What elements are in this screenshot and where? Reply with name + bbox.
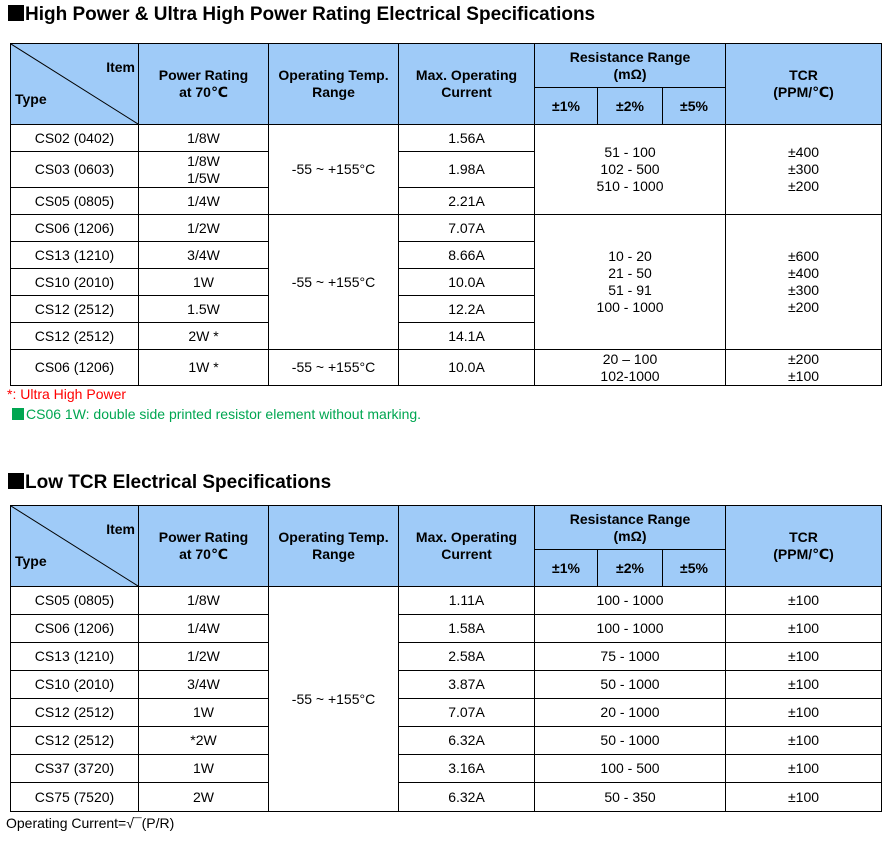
power-cell: 2W (139, 783, 269, 812)
current-cell: 10.0A (399, 350, 535, 386)
power-cell: 1/8W 1/5W (139, 152, 269, 188)
resistance-cell: 20 – 100 102-1000 (535, 350, 726, 386)
power-cell: 1.5W (139, 296, 269, 323)
header-tol-1: ±1% (535, 88, 598, 125)
header-power-rating: Power Rating at 70℃ (139, 506, 269, 587)
power-cell: 1W (139, 269, 269, 296)
current-cell: 7.07A (399, 699, 535, 727)
header-item: Item (106, 59, 135, 75)
resistance-cell: 20 - 1000 (535, 699, 726, 727)
type-cell: CS06 (1206) (11, 215, 139, 242)
table-row (11, 671, 882, 699)
current-cell: 3.16A (399, 755, 535, 783)
black-square-icon (8, 473, 24, 489)
table-row (11, 350, 882, 386)
table-row (11, 125, 882, 152)
resistance-cell: 50 - 1000 (535, 671, 726, 699)
resistance-cell: 75 - 1000 (535, 643, 726, 671)
current-cell: 1.11A (399, 587, 535, 615)
tcr-cell: ±100 (726, 615, 882, 643)
type-cell: CS10 (2010) (11, 671, 139, 699)
current-cell: 3.87A (399, 671, 535, 699)
resistance-cell: 100 - 1000 (535, 615, 726, 643)
type-cell: CS75 (7520) (11, 783, 139, 812)
current-cell: 8.66A (399, 242, 535, 269)
temp-cell: -55 ~ +155°C (269, 587, 399, 812)
table-row (11, 615, 882, 643)
header-tol-2: ±2% (598, 550, 663, 587)
operating-current-formula: Operating Current=√¯(P/R) (6, 815, 175, 831)
header-resistance-range: Resistance Range (mΩ) (535, 44, 726, 88)
ultra-high-power-note: *: Ultra High Power (7, 386, 127, 402)
type-cell: CS06 (1206) (11, 615, 139, 643)
header-max-current: Max. Operating Current (399, 506, 535, 587)
table-row (11, 215, 882, 242)
temp-cell: -55 ~ +155°C (269, 215, 399, 350)
current-cell: 2.58A (399, 643, 535, 671)
tcr-cell: ±100 (726, 783, 882, 812)
current-cell: 14.1A (399, 323, 535, 350)
tcr-cell: ±100 (726, 587, 882, 615)
tcr-cell: ±100 (726, 671, 882, 699)
table-row (11, 783, 882, 812)
power-cell: 3/4W (139, 671, 269, 699)
section1-title: High Power & Ultra High Power Rating Electrical Specifications (8, 4, 595, 26)
header-tcr: TCR (PPM/℃) (726, 44, 882, 125)
current-cell: 1.58A (399, 615, 535, 643)
resistance-cell: 100 - 1000 (535, 587, 726, 615)
power-cell: 1W * (139, 350, 269, 386)
header-type: Type (15, 553, 47, 569)
tcr-cell: ±400 ±300 ±200 (726, 125, 882, 215)
current-cell: 10.0A (399, 269, 535, 296)
diagonal-line (11, 506, 138, 586)
header-item-type (11, 44, 139, 125)
resistance-cell: 50 - 1000 (535, 727, 726, 755)
temp-cell: -55 ~ +155°C (269, 350, 399, 386)
low-tcr-spec-table (10, 505, 882, 812)
type-cell: CS12 (2512) (11, 699, 139, 727)
header-max-current: Max. Operating Current (399, 44, 535, 125)
table-row (11, 755, 882, 783)
power-cell: 1/8W (139, 587, 269, 615)
tcr-cell: ±200 ±100 (726, 350, 882, 386)
resistance-cell: 10 - 20 21 - 50 51 - 91 100 - 1000 (535, 215, 726, 350)
power-cell: *2W (139, 727, 269, 755)
table-row (11, 643, 882, 671)
header-tol-2: ±2% (598, 88, 663, 125)
section2-title: Low TCR Electrical Specifications (8, 472, 331, 494)
power-cell: 1/4W (139, 615, 269, 643)
header-tol-5: ±5% (663, 550, 726, 587)
type-cell: CS10 (2010) (11, 269, 139, 296)
table-row (11, 699, 882, 727)
current-cell: 6.32A (399, 783, 535, 812)
header-operating-temp: Operating Temp. Range (269, 506, 399, 587)
header-tol-1: ±1% (535, 550, 598, 587)
power-cell: 1/2W (139, 643, 269, 671)
table-row (11, 727, 882, 755)
type-cell: CS12 (2512) (11, 296, 139, 323)
tcr-cell: ±100 (726, 727, 882, 755)
type-cell: CS13 (1210) (11, 242, 139, 269)
power-cell: 1/8W (139, 125, 269, 152)
type-cell: CS03 (0603) (11, 152, 139, 188)
type-cell: CS06 (1206) (11, 350, 139, 386)
current-cell: 1.98A (399, 152, 535, 188)
header-item-type (11, 506, 139, 587)
resistance-cell: 100 - 500 (535, 755, 726, 783)
table-row (11, 587, 882, 615)
black-square-icon (8, 5, 24, 21)
tcr-cell: ±100 (726, 699, 882, 727)
type-cell: CS12 (2512) (11, 323, 139, 350)
cs06-note: CS06 1W: double side printed resistor element without marking. (12, 406, 421, 423)
current-cell: 6.32A (399, 727, 535, 755)
high-power-spec-table (10, 43, 882, 386)
header-resistance-range: Resistance Range (mΩ) (535, 506, 726, 550)
header-power-rating: Power Rating at 70℃ (139, 44, 269, 125)
type-cell: CS12 (2512) (11, 727, 139, 755)
power-cell: 1/2W (139, 215, 269, 242)
tcr-cell: ±100 (726, 643, 882, 671)
power-cell: 1/4W (139, 188, 269, 215)
current-cell: 12.2A (399, 296, 535, 323)
power-cell: 1W (139, 699, 269, 727)
header-type: Type (15, 91, 47, 107)
power-cell: 3/4W (139, 242, 269, 269)
type-cell: CS37 (3720) (11, 755, 139, 783)
current-cell: 7.07A (399, 215, 535, 242)
power-cell: 1W (139, 755, 269, 783)
power-cell: 2W * (139, 323, 269, 350)
header-item: Item (106, 521, 135, 537)
current-cell: 2.21A (399, 188, 535, 215)
resistance-cell: 50 - 350 (535, 783, 726, 812)
tcr-cell: ±600 ±400 ±300 ±200 (726, 215, 882, 350)
type-cell: CS02 (0402) (11, 125, 139, 152)
current-cell: 1.56A (399, 125, 535, 152)
green-square-icon (12, 408, 24, 420)
header-operating-temp: Operating Temp. Range (269, 44, 399, 125)
type-cell: CS05 (0805) (11, 587, 139, 615)
tcr-cell: ±100 (726, 755, 882, 783)
resistance-cell: 51 - 100 102 - 500 510 - 1000 (535, 125, 726, 215)
temp-cell: -55 ~ +155°C (269, 125, 399, 215)
type-cell: CS13 (1210) (11, 643, 139, 671)
diagonal-line (11, 44, 138, 124)
header-tcr: TCR (PPM/℃) (726, 506, 882, 587)
type-cell: CS05 (0805) (11, 188, 139, 215)
header-tol-5: ±5% (663, 88, 726, 125)
